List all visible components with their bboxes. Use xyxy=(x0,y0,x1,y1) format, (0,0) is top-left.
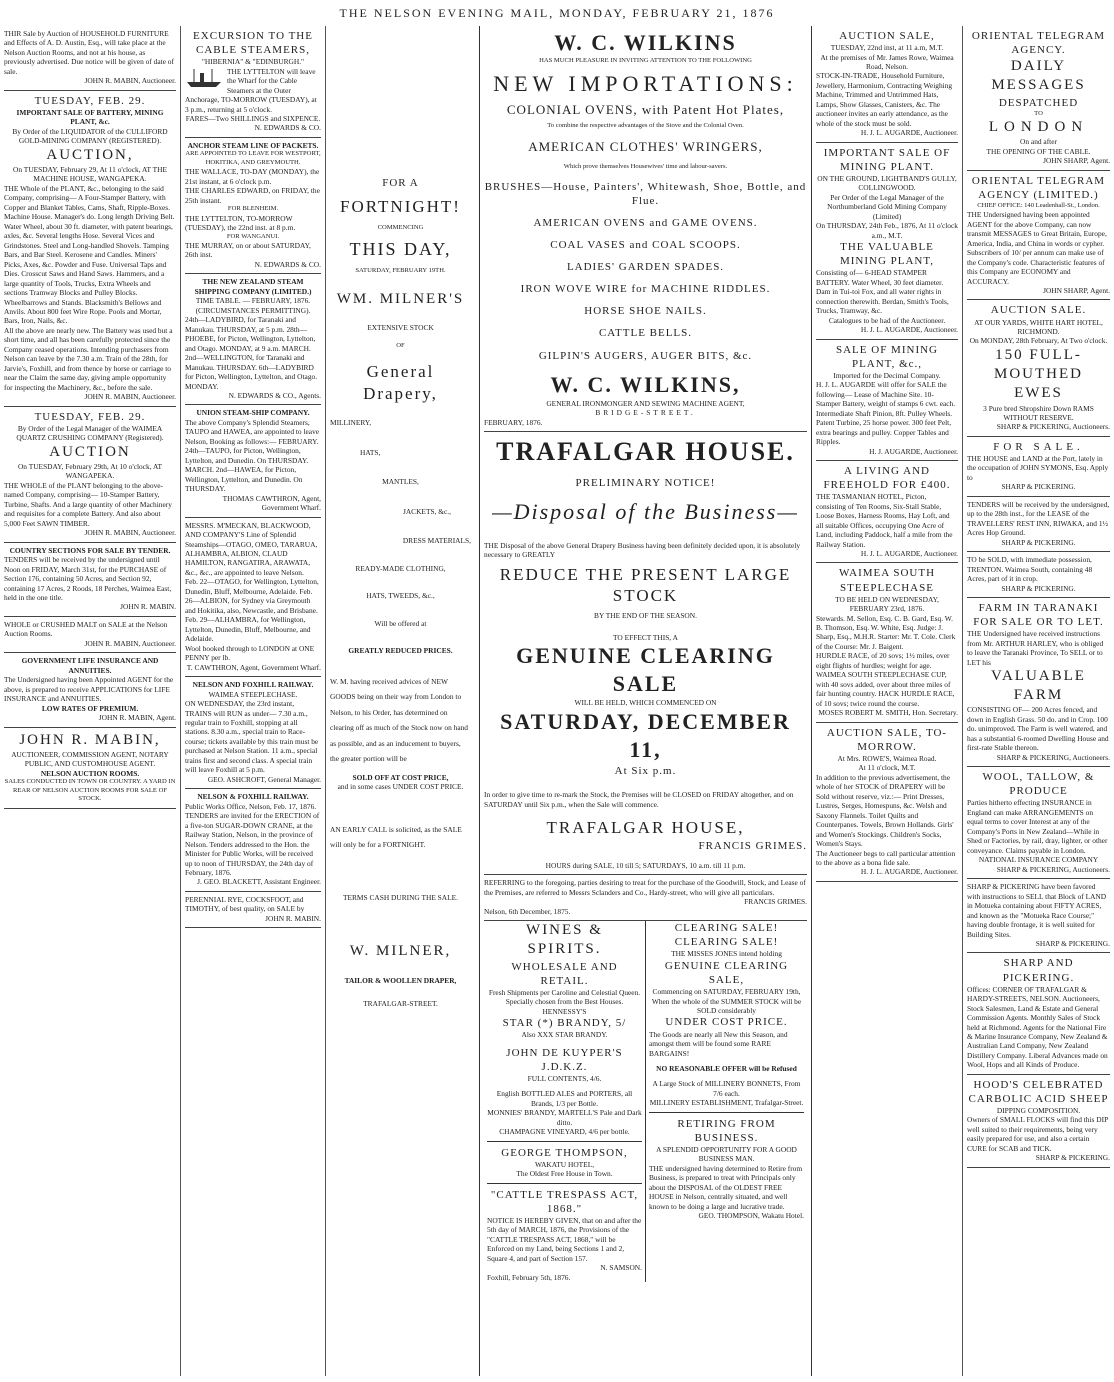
fortnight: FORTNIGHT! xyxy=(340,197,461,217)
reduced-prices: GREATLY REDUCED PRICES. xyxy=(348,646,453,656)
ad-intro: By Order of the LIQUIDATOR of the CULLIFORD GOLD-MINING COMPANY (REGISTERED). xyxy=(12,126,168,146)
rams: 3 Pure bred Shropshire Down RAMS WITHOUT RESERVE. xyxy=(983,403,1094,422)
ad-trafalgar-house xyxy=(484,432,807,875)
ad-when: On THURSDAY, 24th Feb., 1876, At 11 o'clock a.m., M.T. xyxy=(816,221,958,240)
ad-signature: H. J. L. AUGARDE, Auctioneer. xyxy=(860,548,958,558)
jones-body: When the whole of the SUMMER STOCK will be SOLD considerably xyxy=(651,996,802,1016)
colonial-ovens: COLONIAL OVENS, with Patent Hot Plates, xyxy=(506,101,785,117)
ad-text: THIR Sale by Auction of HOUSEHOLD FURNITURE and Effects of A. D. Austin, Esq., will take place at the Nelson Auction Rooms, and not at his house, as previously advertised. Due notice will be given of date of sale. xyxy=(4,29,174,76)
ad-body: THE Undersigned having been appointed AGENT for the above Company, can now transmit MESSAGES to Great Britain, Europe, America, India, and China in words or cypher. Subscribers of 10/ per annum can make use of the Company's code. Characteristic features of this Company are ECONOMY and ACCURACY. xyxy=(967,210,1107,286)
ad-body: SHARP & PICKERING have been favored with instructions to SELL that Block of LAND in Motueka containing about FIFTY ACRES, and known as the "Motueka Race Course;" having double frontage, it is well suited for Building Sites. xyxy=(967,882,1107,939)
wilkins-trade: GENERAL IRONMONGER AND SEWING MACHINE AGENT, xyxy=(546,398,745,408)
wilkins-name-2: W. C. WILKINS, xyxy=(550,371,741,397)
trafalgar-house-2: TRAFALGAR HOUSE, xyxy=(546,818,745,838)
ad-signature: MOSES ROBERT M. SMITH, Hon. Secretary. xyxy=(818,708,958,718)
ad-item: THE MURRAY, on or about SATURDAY, 26th inst. xyxy=(185,240,311,260)
wines-title: WINES & SPIRITS. xyxy=(526,922,603,958)
ad-wilkins xyxy=(484,26,807,432)
ad-body: THE TASMANIAN HOTEL, Picton, consisting of Ten Rooms, Six-Stall Stable, Loose Boxes, Harness Rooms, Hay Loft, and all suitable Offices, occupying One Acre of Land, including Paddock, half a mile from the Railway Station. xyxy=(816,492,953,549)
ad-malt xyxy=(4,617,176,653)
ad-fares: FARES—Two SHILLINGS and SIXPENCE. xyxy=(185,113,321,123)
ad-oriental-limited xyxy=(967,171,1110,301)
genuine-clearing: GENUINE CLEARING SALE xyxy=(516,643,775,697)
ad-signature: JOHN R. MABIN, Auctioneer. xyxy=(84,638,176,648)
daily-messages: DAILY MESSAGES xyxy=(991,58,1086,94)
establishment: MILLINERY ESTABLISHMENT, Trafalgar-Street. xyxy=(649,1098,804,1108)
dress-materials: DRESS MATERIALS, xyxy=(402,536,471,546)
to-label: TO xyxy=(1034,109,1043,117)
ad-ewes-sale xyxy=(967,300,1110,436)
ad-intro: Per Order of the Legal Manager of the Northumberland Gold Mining Company (Limited) xyxy=(827,192,947,221)
ad-title: MESSRS. M'MECKAN, BLACKWOOD, AND COMPANY'S Line of Splendid Steamships—OTAGO, OMEO, TARARUA, ALHAMBRA, ALBION, CLAUD HAMILTON, RANGATIRA, ARAWATA, &c., &c., are appointed to leave Nelson. xyxy=(185,520,318,577)
terms-cash: TERMS CASH DURING THE SALE. xyxy=(342,892,459,902)
ad-signature: H. J. L. AUGARDE, Auctioneer. xyxy=(860,325,958,335)
clearing-title: CLEARING SALE! CLEARING SALE! xyxy=(674,922,779,949)
hours: HOURS during SALE, 10 till 5; SATURDAYS, 10 a.m. till 11 p.m. xyxy=(545,860,746,870)
ad-signature: H. J. L. AUGARDE, Auctioneer. xyxy=(860,128,958,138)
ad-signature: H. J. AUGARDE, Auctioneer. xyxy=(869,446,958,456)
ad-date: TUESDAY, 22nd inst, at 11 a.m, M.T. xyxy=(830,43,944,53)
disposal-body: THE Disposal of the above General Drapery Business having been definitely decided upon, it is absolutely necessary to GREATLY xyxy=(484,540,801,560)
ad-title: AUCTION SALE, xyxy=(839,30,935,42)
wilkins-date: FEBRUARY, 1876. xyxy=(484,417,543,427)
ad-body-more: All the above are nearly new. The Battery was used but a short time, and all has been carefully protected since the Company ceased operations. Intending purchasers from Nelson can leave by the 7.30 a.m. Train of the 28th, for Jarvie's, Foxhill, and from thence by horse or carriage to near the Claim the same day, giving ample opportunity for inspecting the Machinery, &c., before the sale. xyxy=(4,325,173,392)
ad-body: The above Company's Splendid Steamers, TAUPO and HAWEA, are appointed to leave Nelson, Booking as follows:— FEBRUARY. 24th—TAUPO, for Picton, Wellington, Lyttelton, and Dunedin. On THURSDAY. MARCH. 2nd—HAWEA, for Picton, Wellington, Lyttelton, and Dunedin. On THURSDAY. xyxy=(185,417,320,494)
ad-note: Wool booked through to LONDON at ONE PENNY per lb. xyxy=(185,643,315,663)
american-ovens: AMERICAN OVENS and GAME OVENS. xyxy=(533,217,758,230)
ad-heading: FOR WANGANUI. xyxy=(226,232,280,240)
trespass-sig: N. SAMSON. xyxy=(600,1263,642,1273)
ad-railway xyxy=(185,677,321,789)
jones-when: Commencing on SATURDAY, FEBRUARY 19th, xyxy=(652,987,801,997)
ad-wool-insurance xyxy=(967,767,1110,879)
ad-life-insurance xyxy=(4,653,176,727)
ad-body: 24th—LADYBIRD, for Taranaki and Manukau. THURSDAY, at 5 p.m. 28th—PHOEBE, for Picton, Wellington, Lyttelton, and Otago. MONDAY, at 9 a.m. MARCH. 2nd—WELLINGTON, for Taranaki and Manukau. THURSDAY. 6th—LADYBIRD for Picton, Wellington, Lyttelton, and Otago. MONDAY. xyxy=(185,315,318,391)
ad-signature: J. GEO. BLACKETT, Assistant Engineer. xyxy=(197,877,321,887)
ad-body: THE HOUSE and LAND at the Port, lately in the occupation of JOHN SYMONS, Esq. Apply to xyxy=(967,453,1109,482)
ad-signature: GEO. ASHCROFT, General Manager. xyxy=(207,774,321,784)
ad-title: AUCTION SALE. xyxy=(990,304,1087,317)
column-4 xyxy=(479,26,812,1376)
ad-motueka-land xyxy=(967,879,1110,953)
ad-signature: N. EDWARDS & CO. xyxy=(254,123,321,133)
ad-nz-shipping xyxy=(185,274,321,405)
goods: The Goods are nearly all New this Season, and amongst them will be found some RARE BARGAINS! xyxy=(649,1029,788,1058)
ad-mabin-card xyxy=(4,728,176,809)
ad-jones xyxy=(645,921,807,1282)
ad-when: At 11 o'clock, M.T. xyxy=(858,763,916,773)
ad-signature: SHARP & PICKERING. xyxy=(1001,537,1076,547)
ad-body: HURDLE RACE, of 20 sovs; 1½ miles, over eight flights of hurdles; weight for age. WAIMEA SOUTH STEEPLECHASE CUP, with 40 sovs added, over about three miles of fair hunting country. HACK HURDLE RACE, of 10 sovs; twice round the course. xyxy=(816,651,955,708)
ad-oriental-telegram xyxy=(967,26,1110,171)
ad-plant: THE VALUABLE MINING PLANT, xyxy=(839,241,935,268)
referring-date: Nelson, 6th December, 1875. xyxy=(484,906,571,916)
ad-sharp-pickering xyxy=(967,953,1110,1074)
bells: CATTLE BELLS. xyxy=(598,327,693,340)
monnies: MONNIES' BRANDY, MARTELL'S Pale and Dark ditto. xyxy=(487,1108,642,1127)
ad-rooms: NELSON AUCTION ROOMS. xyxy=(40,768,140,778)
ad-country-sections xyxy=(4,543,176,617)
no-offer: NO REASONABLE OFFER will be Refused xyxy=(656,1063,797,1073)
ad-signature: SHARP & PICKERING, Auctioneers. xyxy=(996,422,1110,432)
jackets: JACKETS, &c., xyxy=(402,506,451,516)
insurance-co: NATIONAL INSURANCE COMPANY xyxy=(978,855,1099,865)
ad-title: GOVERNMENT LIFE INSURANCE AND ANNUITIES. xyxy=(21,656,159,675)
splendid: A SPLENDID OPPORTUNITY FOR A GOOD BUSINESS MAN. xyxy=(656,1145,797,1164)
bonnets: A Large Stock of MILLINERY BONNETS, From 7/6 each. xyxy=(652,1079,801,1098)
under-cost: and in some cases UNDER COST PRICE. xyxy=(337,782,464,792)
ad-sub: Imported for the Decimal Company. xyxy=(833,370,941,380)
column-3 xyxy=(325,26,475,1376)
star-brandy: STAR (*) BRANDY, 5/ xyxy=(502,1017,627,1030)
ad-catalogues: Catalogues to be had of the Auctioneer. xyxy=(828,315,946,325)
masthead: THE NELSON EVENING MAIL, MONDAY, FEBRUARY 21, 1876 xyxy=(339,6,775,20)
ad-title: HOOD'S CELEBRATED CARBOLIC ACID SHEEP xyxy=(968,1078,1109,1105)
ad-intro: By Order of the Legal Manager of the WAIMEA QUARTZ CRUSHING COMPANY (Registered). xyxy=(16,423,164,443)
ad-body: Offices: CORNER OF TRAFALGAR & HARDY-STREETS, NELSON. Auctioneers, Stock Salesmen, Land & Estate and General Commission Agents. Monthly Sales of Stock held at Richmond. Agents for the National Fire & Marine Insurance Company, New Zealand & Australian Land Company, New Zealand Distillery Company. Liberal Advances made on Wool, Hops and all Kinds of Produce. xyxy=(967,984,1108,1070)
ad-body: TENDERS will be received by the undersigned, up to the 28th inst., for the LEASE of the TRAVELLERS' REST INN, RIWAKA, and 1½ Acres Hop Ground. xyxy=(967,499,1110,538)
reduce-stock: REDUCE THE PRESENT LARGE STOCK xyxy=(499,564,792,606)
ad-body: ON WEDNESDAY, the 23rd instant, TRAINS will RUN as under— 7.30 a.m., regular train to Foxhill, stopping at all stations. 8.30 a.m., special train to Race-course; tickets available by this train must be purchased at Nelson Station. 11 a.m., special trains first and second class. A special train will leave Foxhill at 5 p.m. xyxy=(185,699,319,775)
effect: TO EFFECT THIS, A xyxy=(613,632,678,642)
despatched: DESPATCHED xyxy=(998,96,1079,109)
column-1 xyxy=(0,26,180,1376)
full-contents: FULL CONTENTS, 4/6. xyxy=(527,1073,602,1083)
coal-vases: COAL VASES and COAL SCOOPS. xyxy=(550,239,741,252)
ad-roles: AUCTIONEER, COMMISSION AGENT, NOTARY PUBLIC, AND CUSTOMHOUSE AGENT. xyxy=(11,749,169,769)
jones-intro: THE MISSES JONES intend holding xyxy=(671,949,782,959)
ad-body: Feb. 22—OTAGO, for Wellington, Lyttelton, Dunedin, Bluff, Melbourne, Adelaide. Feb. 26—ALBION, for Sydney via Greymouth and Hokitika, also, Newcastle, and Brisbane. Feb. 29—ALHAMBRA, for Wellington, Lyttelton, Dunedin, Bluff, Melbourne, and Adelaide. xyxy=(185,577,319,644)
street: TRAFALGAR-STREET. xyxy=(363,998,438,1008)
end-of-season: BY THE END OF THE SEASON. xyxy=(594,611,697,621)
new-importations: NEW IMPORTATIONS: xyxy=(493,70,798,96)
this-day: THIS DAY, xyxy=(349,239,452,260)
ad-title: EXCURSION TO THE CABLE STEAMERS, xyxy=(193,30,313,57)
ad-body: WHOLE or CRUSHED MALT on SALE at the Nelson Auction Rooms. xyxy=(4,619,168,639)
ad-name: JOHN R. MABIN, xyxy=(19,731,161,748)
ad-title: ORIENTAL TELEGRAM AGENCY. xyxy=(971,30,1106,57)
ad-rates: LOW RATES OF PREMIUM. xyxy=(41,703,139,713)
ad-item: THE WALLACE, TO-DAY (MONDAY), the 21st instant, at 6 o'clock p.m. xyxy=(185,167,320,186)
tailor: TAILOR & WOOLLEN DRAPER, xyxy=(344,975,457,985)
milner-name: W. MILNER, xyxy=(349,943,452,960)
ad-anchor-line xyxy=(185,138,321,274)
millinery: MILLINERY, xyxy=(330,418,372,428)
chief-office: CHIEF OFFICE: 140 Leadenhall-St., London. xyxy=(977,201,1100,209)
ad-tasmanian-hotel xyxy=(816,461,958,563)
ad-auction: AUCTION xyxy=(49,443,131,460)
wholesale: WHOLESALE AND RETAIL. xyxy=(511,960,618,987)
wringers-sub: Which prove themselves Housewives' time and labour-savers. xyxy=(563,163,728,171)
column-5 xyxy=(812,26,962,1376)
kuyper: JOHN DE KUYPER'S J.D.K.Z. xyxy=(506,1046,623,1073)
ad-ships: "HIBERNIA" & "EDINBURGH." xyxy=(201,57,305,67)
augers: GILPIN'S AUGERS, AUGER BITS, &c. xyxy=(538,349,753,362)
ad-signature: JOHN R. MABIN, Auctioneer. xyxy=(84,528,176,538)
disposal: —Disposal of the Business— xyxy=(492,499,799,525)
ad-item: THE LYTTELTON, TO-MORROW (TUESDAY), the 22nd inst. at 8 p.m. xyxy=(185,213,296,233)
milner-heading: WM. MILNER'S xyxy=(336,290,465,307)
offered: Will be offered at xyxy=(374,618,427,628)
ad-signature: SHARP & PICKERING. xyxy=(1035,1153,1110,1163)
trespass-date: Foxhill, February 5th, 1876. xyxy=(487,1272,571,1282)
ad-title: AUCTION SALE, TO-MORROW. xyxy=(826,726,948,753)
ad-railway-tender xyxy=(185,789,321,892)
retiring-title: RETIRING FROM BUSINESS. xyxy=(677,1117,776,1144)
ad-body: The Undersigned having been Appointed AGENT for the above, is prepared to receive APPLICATIONS for LIFE INSURANCE and ANNUITIES. xyxy=(4,675,174,704)
ad-body: THE WHOLE of the PLANT belonging to the above-named Company, comprising— 10-Stamper Battery, Turbine, Shafts. And a large quantity of other Machinery and requisites for a complete Battery. And also about 5,000 Feet SAWN TIMBER. xyxy=(4,480,172,528)
ad-title: FARM IN TARANAKI FOR SALE OR TO LET. xyxy=(973,602,1104,629)
ad-stewards: Stewards. M. Sellon, Esq. C. B. Gard, Esq. W. B. Thomson, Esq. W. White, Esq. Judge: J. Sharp, Esq., M.H.R. Starter: Mr. T. Cole. Clerk of the Course: Mr. J. Baigent. xyxy=(816,613,956,651)
ad-when: On MONDAY, 28th February, At Two o'clock. xyxy=(969,336,1108,346)
preliminary-notice: PRELIMINARY NOTICE! xyxy=(575,477,716,490)
ad-signature: N. EDWARDS & CO. xyxy=(254,259,321,269)
ad-signature: JOHN R. MABIN, Agent. xyxy=(98,713,176,723)
ad-seed xyxy=(185,892,321,928)
jones-sale: GENUINE CLEARING SALE, xyxy=(664,959,789,986)
ewes: 150 FULL-MOUTHED EWES xyxy=(994,346,1083,402)
ad-signature: SHARP & PICKERING. xyxy=(1001,482,1076,492)
ad-waimea-quartz xyxy=(4,407,176,543)
ad-body: TO be SOLD, with immediate possession, TRENTON. Waimea South, containing 48 Acres, part of it in crop. xyxy=(967,555,1093,584)
ad-sub: WAIMEA STEEPLECHASE. xyxy=(208,689,298,699)
column-2 xyxy=(180,26,325,1376)
ad-steeplechase xyxy=(816,563,958,722)
ad-title: IMPORTANT SALE OF MINING PLANT. xyxy=(823,146,951,173)
wilkins-intro: HAS MUCH PLEASURE IN INVITING ATTENTION TO THE FOLLOWING xyxy=(539,57,752,65)
trespass-title: "CATTLE TRESPASS ACT, 1868." xyxy=(490,1188,639,1215)
saturday-dec: SATURDAY, DECEMBER 11, xyxy=(500,708,791,762)
ad-signature: N. EDWARDS & CO., Agents. xyxy=(228,390,321,400)
tweeds: HATS, TWEEDS, &c., xyxy=(366,591,435,601)
ad-body: Consisting of— 6-HEAD STAMPER BATTERY. Water Wheel, 30 feet diameter. Dam in Tui-toi Fox, and all water rights in connection therewith. Berdan, Smith's Tools, Trucks, Tramway, &c. xyxy=(816,268,949,316)
trafalgar-title: TRAFALGAR HOUSE. xyxy=(496,437,795,467)
opening: THE OPENING OF THE CABLE. xyxy=(986,146,1091,156)
ad-signature: JOHN SHARP, Agent. xyxy=(1043,156,1110,166)
wakatu: WAKATU HOTEL, xyxy=(534,1159,595,1169)
retiring-body: THE undersigned having determined to Retire from Business, is prepared to treat with Principals only about the DISPOSAL of the OLDEST FREE HOUSE in Nelson, centrally situated, and well known to be doing a large and lucrative trade. xyxy=(649,1163,803,1211)
ad-signature: SHARP & PICKERING. xyxy=(1035,939,1110,949)
ad-where: AT OUR YARDS, WHITE HART HOTEL, RICHMOND. xyxy=(974,317,1103,336)
ad-item: THE CHARLES EDWARD, on FRIDAY, the 25th instant. xyxy=(185,186,320,205)
ad-mmeckan xyxy=(185,518,321,678)
francis-grimes: FRANCIS GRIMES. xyxy=(698,839,807,852)
sale-date: SATURDAY, FEBRUARY 19TH. xyxy=(355,267,446,275)
ad-auction: AUCTION, xyxy=(46,146,134,163)
early-call: AN EARLY CALL is solicited, as the SALE will only be for a FORTNIGHT. xyxy=(330,824,462,850)
ad-battery-sale xyxy=(4,91,176,407)
nails: HORSE SHOE NAILS. xyxy=(584,305,707,318)
ad-hoods-dip xyxy=(967,1075,1110,1168)
six-pm: At Six p.m. xyxy=(614,765,677,778)
spades: LADIES' GARDEN SPADES. xyxy=(566,261,725,274)
ad-title: COUNTRY SECTIONS FOR SALE BY TENDER. xyxy=(9,545,171,555)
ad-signature: JOHN R. MABIN. xyxy=(265,913,321,923)
ad-note: The Auctioneer begs to call particular attention to the above as a bona fide sale. xyxy=(816,848,956,868)
ad-auction-tomorrow xyxy=(816,723,958,882)
brushes: BRUSHES—House, Painters', Whitewash, Shoe, Bottle, and Flue. xyxy=(484,180,807,207)
ad-signature: JOHN SHARP, Agent. xyxy=(1043,285,1110,295)
ad-taranaki-farm xyxy=(967,598,1110,767)
ad-title: UNION STEAM-SHIP COMPANY. xyxy=(196,408,310,418)
of-label: OF xyxy=(396,342,405,350)
ad-title: A LIVING AND FREEHOLD FOR £400. xyxy=(823,465,951,492)
wringers: AMERICAN CLOTHES' WRINGERS, xyxy=(528,138,763,154)
ready-made: READY-MADE CLOTHING, xyxy=(355,563,446,573)
ad-title: ORIENTAL TELEGRAM AGENCY (LIMITED.) xyxy=(971,174,1106,201)
ad-detail: CONSISTING OF— 200 Acres fenced, and down in English Grass. 50 do. and in Crop. 100 do. unimproved. The Farm is well watered, and has a substantial 6-roomed Dwelling House and first-rate Stable thereon. xyxy=(967,705,1109,753)
london: LONDON xyxy=(988,119,1089,136)
ad-signature: JOHN R. MABIN. xyxy=(120,602,176,612)
ovens-sub: To combine the respective advantages of the Stove and the Colonial Oven. xyxy=(547,122,744,130)
ad-signature: THOMAS CAWTHRON, Agent, Government Wharf. xyxy=(222,493,321,513)
ad-sub: TO BE HELD ON WEDNESDAY, FEBRUARY 23rd, 1876. xyxy=(835,594,939,614)
fresh: Fresh Shipments per Caroline and Celestial Queen. xyxy=(488,987,641,997)
ad-date: TUESDAY, FEB. 29. xyxy=(34,94,146,107)
ad-body: THE Undersigned have received instructions from Mr. ARTHUR HARLEY, who is obliged to leave the Taranaki Province, To SELL or to LET his xyxy=(967,629,1104,667)
ad-body: Owners of SMALL FLOCKS will find this DIP well suited to their requirements, being very easily prepared for use, and also a certain CURE for SCAB and TICK. xyxy=(967,1115,1108,1153)
ad-signature: SHARP & PICKERING, Auctioneers. xyxy=(996,864,1110,874)
thompson: GEORGE THOMPSON, xyxy=(501,1146,628,1159)
ad-body: STOCK-IN-TRADE, Household Furniture, Jewellery, Harmonium, Contracting Weighing Machine, Trimmed and Untrimmed Hats, Lamps, Show Glasses, Canisters, &c. The auctioneer invites an early attendance, as the whole of the stock must be sold. xyxy=(816,71,953,128)
ad-tenders-inn xyxy=(967,497,1110,552)
ad-body: H. J. L. AUGARDE will offer for SALE the following— Lease of Machine Site. 10-Stamper Battery, weight of stamps 6 cwt. each. Intermediate Shaft Pinion, 8ft. Pulley Wheels. Patent Turbine, 25 horse power. 300 feet Pelt, extra bearings and pulley. Copper Tables and Ripples. xyxy=(816,380,956,447)
ad-heading: FOR BLENHEIM. xyxy=(227,205,279,213)
ad-title: SHARP AND PICKERING. xyxy=(1002,957,1075,984)
for-a: FOR A xyxy=(382,177,419,189)
retiring-sig: GEO. THOMPSON, Wakatu Hotel. xyxy=(698,1211,804,1221)
ad-body: In addition to the previous advertisement, the whole of her STOCK of DRAPERY will be Sold without reserve, viz.:— Print Dresses, Lustres, Serges, Homespuns, &c. Welsh and Saxony Flannels. Toilet Quilts and Counterpanes. Towels, Brown Hollands. Girls' and Women's Stockings. Children's Socks, Women's Stays. xyxy=(816,772,954,849)
ad-body: TENDERS will be received by the undersigned until Noon on FRIDAY, March 31st, for the PURCHASE of Section 176, containing 50 Acres, and Section 92, containing 17 Acres, 2 Roods, 18 Perches, Waimea East, held in the one title. xyxy=(4,555,172,602)
xxx-brandy: Also XXX STAR BRANDY. xyxy=(521,1030,608,1040)
ad-title: IMPORTANT SALE OF BATTERY, MINING PLANT, &c. xyxy=(16,107,164,127)
general-drapery: General Drapery, xyxy=(363,361,438,403)
ad-title: FOR SALE. xyxy=(993,440,1084,453)
ad-when: On TUESDAY, February 29, At 11 o'clock, AT THE MACHINE HOUSE, WANGAPEKA. xyxy=(12,164,167,184)
champagne: CHAMPAGNE VINEYARD, 4/6 per bottle. xyxy=(499,1127,630,1137)
ad-title: WAIMEA SOUTH STEEPLECHASE xyxy=(838,567,936,594)
ad-wines xyxy=(484,921,645,1282)
column-6 xyxy=(962,26,1114,1376)
will-be-held: WILL BE HELD, WHICH COMMENCED ON xyxy=(574,698,717,708)
under-cost-price: UNDER COST PRICE. xyxy=(665,1016,788,1029)
ad-signature: JOHN R. MABIN, Auctioneer. xyxy=(84,76,176,86)
ad-decimal-plant xyxy=(816,340,958,461)
ad-where: At Mrs. ROWE'S, Waimea Road. xyxy=(837,753,937,763)
ad-body: Parties hitherto effecting INSURANCE in England can make ARRANGEMENTS on equal terms to cover Interest at any of the Company's Ports in New Zealand—While in Shed or Factories, by rail, dray, lighter, or other conveyance. Claims payable in London. xyxy=(967,798,1108,855)
mantles: MANTLES, xyxy=(382,477,419,487)
oldest: The Oldest Free House in Town. xyxy=(516,1169,613,1179)
on-and-after: On and after xyxy=(1020,137,1057,147)
ad-where: ON THE GROUND, LIGHTBAND'S GULLY, COLLINGWOOD. xyxy=(817,173,957,193)
ad-referring xyxy=(484,875,807,921)
ad-body: THE LYTTELTON will leave the Wharf for the Cable Steamers at the Outer Anchorage, TO-MORROW (TUESDAY), at 3 p.m., returning at 5 o'clock. xyxy=(185,66,317,114)
notice: W. M. having received advices of NEW GOODS being on their way from London to Nelson, to his Order, has determined on clearing off as much of the Stock now on hand as possible, and as an inducement to buyers, the greater portion will be xyxy=(330,676,468,764)
hennessy: HENNESSY'S xyxy=(542,1006,587,1016)
ad-furniture-sale xyxy=(4,26,176,91)
ad-signature: JOHN R. MABIN, Auctioneer. xyxy=(84,392,176,402)
ad-body: THE Whole of the PLANT, &c., belonging to the said Company, comprising— A Four-Stamper Battery, with Copper and Blanket Tables, Cams, Shaft, Ripple-Boxes. Machine House. Manager's do. Long length Driving Belt. Water Wheel, about 30 ft. diameter, with patent bearings, axles, &c. Several lengths Hose. Several Vices and Grindstones. Steel and Long-handled Shovels. Tamping Bars, and Bar Steel. Kerosene and Candles. Miners' Picks, Axes, &c. Powder and Fuse. Universal Taps and Dies. Crosscut Saws and Hand Saws. Hammers, and a large quantity of Tools, Trucks, Extra Wheels and sections Tramway Blocks and Pulley Blocks. Wheelbarrows and Stands. Blacksmith's Bellows and Anvils. About 800 feet Wire Rope. Pools and Mortar, Bars, Iron, Nails, &c. xyxy=(4,183,175,326)
ad-sub: DIPPING COMPOSITION. xyxy=(996,1106,1081,1116)
riddles: IRON WOVE WIRE for MACHINE RIDDLES. xyxy=(520,283,771,296)
ad-title: SALE OF MINING PLANT, &c., xyxy=(836,343,938,370)
ad-mining-plant xyxy=(816,143,958,340)
ad-date: TUESDAY, FEB. 29. xyxy=(34,410,146,423)
remark: In order to give time to re-mark the Stock, the Premises will be CLOSED on FRIDAY altogether, and on SATURDAY until Six p.m., when the Sale will commence. xyxy=(484,790,794,809)
ad-when: On TUESDAY, February 29th, At 10 o'clock, AT WANGAPEKA. xyxy=(17,461,163,481)
ad-title: NELSON AND FOXHILL RAILWAY. xyxy=(192,680,314,690)
ad-footer: SALES CONDUCTED IN TOWN OR COUNTRY. A YARD IN REAR OF NELSON AUCTION ROOMS FOR SALE OF STOCK. xyxy=(4,778,176,803)
sold-off: SOLD OFF AT COST PRICE, xyxy=(352,772,449,782)
ad-title: ANCHOR STEAM LINE OF PACKETS. xyxy=(187,140,319,150)
referring-sig: FRANCIS GRIMES. xyxy=(744,897,807,907)
ad-rowe-sale xyxy=(816,26,958,143)
ad-union-steamship xyxy=(185,405,321,517)
ad-signature: H. J. L. AUGARDE, Auctioneer. xyxy=(860,867,958,877)
bridge-street: BRIDGE-STREET. xyxy=(595,408,696,418)
wilkins-name: W. C. WILKINS xyxy=(554,30,737,55)
lower-half-columns xyxy=(484,921,807,1282)
specially: Specially chosen from the Best Houses. xyxy=(505,997,624,1007)
ad-excursion xyxy=(185,26,321,138)
ad-timetable: TIME TABLE. — FEBRUARY, 1876. (CIRCUMSTANCES PERMITTING). xyxy=(195,296,311,315)
hats: HATS, xyxy=(360,447,381,457)
ad-signature: T. CAWTHRON, Agent, Government Wharf. xyxy=(186,662,321,672)
ales: English BOTTLED ALES and PORTERS, all Brands, 1/3 per Bottle. xyxy=(496,1089,633,1108)
referring-body: REFERRING to the foregoing, parties desiring to treat for the purchase of the Goodwill, Stock, and Lease of the Premises, are referred to Messrs Sclanders and Co., Hardy-street, who will give all particulars. xyxy=(484,878,806,897)
ad-title: NELSON & FOXHILL RAILWAY. xyxy=(197,792,309,802)
ad-signature: SHARP & PICKERING. xyxy=(1001,583,1076,593)
ad-for-sale xyxy=(967,437,1110,497)
valuable-farm: VALUABLE FARM xyxy=(991,668,1086,704)
ad-title: WOOL, TALLOW, & PRODUCE xyxy=(982,771,1095,798)
ad-trenton xyxy=(967,552,1110,598)
trespass-body: NOTICE IS HEREBY GIVEN, that on and after the 5th day of MARCH, 1876, the Provisions of the "CATTLE TRESPASS ACT, 1868," will be Enforced on my Land, being Sections 1 and 2, Square 4, and part of Section 157. xyxy=(487,1215,642,1263)
extensive-stock: EXTENSIVE STOCK xyxy=(367,322,434,332)
ad-signature: SHARP & PICKERING, Auctioneers. xyxy=(996,752,1110,762)
ad-title: THE NEW ZEALAND STEAM SHIPPING COMPANY (LIMITED.) xyxy=(194,277,312,296)
steamship-icon xyxy=(185,67,223,89)
ad-where: At the premises of Mr. James Rowe, Waimea Road, Nelson. xyxy=(820,52,954,72)
ad-body: PERENNIAL RYE, COCKSFOOT, and TIMOTHY, of best quality, on SALE by xyxy=(185,894,305,914)
commencing: COMMENCING xyxy=(377,223,424,231)
ad-sub: ARE APPOINTED TO LEAVE FOR WESTPORT, HOKITIKA, AND GREYMOUTH. xyxy=(185,150,321,166)
ad-body: Public Works Office, Nelson, Feb. 17, 1876. TENDERS are invited for the ERECTION of a five-ton SUGAR-DOWN CRANE, at the Railway Station, Nelson, in the province of Nelson. Tenders addressed to the Hon. the Minister for Public Works, will be received up to noon of THURSDAY, the 24th day of February, 1876. xyxy=(185,801,320,877)
